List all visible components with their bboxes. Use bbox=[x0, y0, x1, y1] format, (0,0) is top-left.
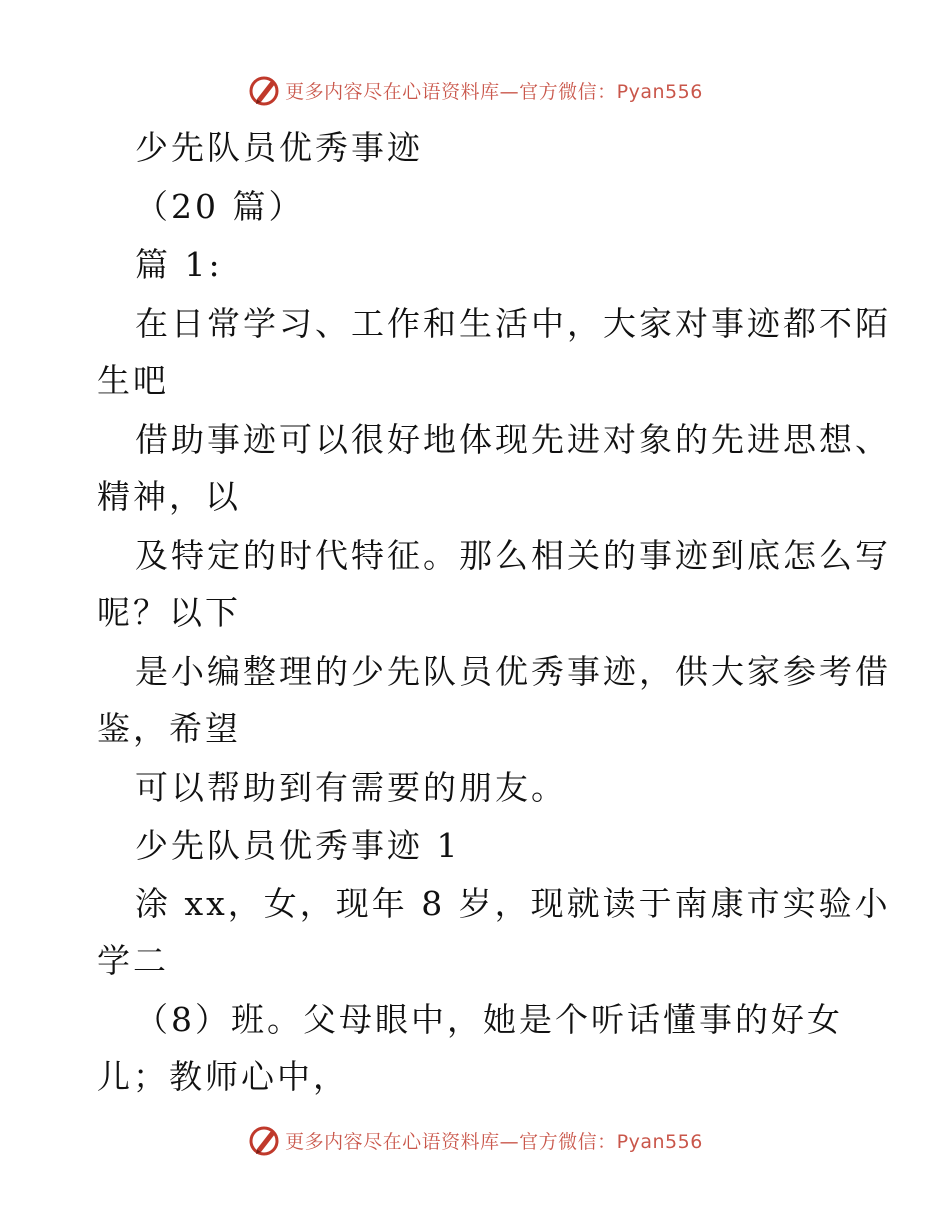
paragraph-line: 精神，以 bbox=[97, 477, 241, 516]
pen-logo-icon bbox=[247, 1123, 281, 1157]
paragraph-line: 在日常学习、工作和生活中，大家对事迹都不陌 bbox=[135, 304, 891, 343]
paragraph-line: 是小编整理的少先队员优秀事迹，供大家参考借 bbox=[135, 652, 891, 691]
footer-watermark bbox=[0, 1120, 950, 1160]
doc-subtitle: （20 篇） bbox=[135, 187, 305, 226]
pen-logo-icon bbox=[247, 73, 281, 107]
paragraph-line: 可以帮助到有需要的朋友。 bbox=[135, 768, 567, 807]
paragraph-line: 借助事迹可以很好地体现先进对象的先进思想、 bbox=[135, 420, 891, 459]
paragraph-line: （8）班。父母眼中，她是个听话懂事的好女 bbox=[135, 1000, 843, 1039]
paragraph-line: 呢？以下 bbox=[97, 593, 241, 632]
paragraph-line: 鉴，希望 bbox=[97, 709, 241, 748]
paragraph-line: 涂 xx，女，现年 8 岁，现就读于南康市实验小 bbox=[135, 884, 891, 923]
paragraph-line: 及特定的时代特征。那么相关的事迹到底怎么写 bbox=[135, 536, 891, 575]
section-heading: 少先队员优秀事迹 1 bbox=[135, 826, 461, 865]
header-watermark bbox=[0, 70, 950, 110]
section-heading: 篇 1: bbox=[135, 245, 223, 284]
watermark-text: 更多内容尽在心语资料库—官方微信：Pyan556 bbox=[285, 1130, 703, 1153]
watermark-text: 更多内容尽在心语资料库—官方微信：Pyan556 bbox=[285, 80, 703, 103]
doc-title: 少先队员优秀事迹 bbox=[135, 128, 423, 167]
paragraph-line: 生吧 bbox=[97, 361, 169, 400]
paragraph-line: 学二 bbox=[97, 941, 169, 980]
paragraph-line: 儿；教师心中， bbox=[97, 1057, 349, 1096]
